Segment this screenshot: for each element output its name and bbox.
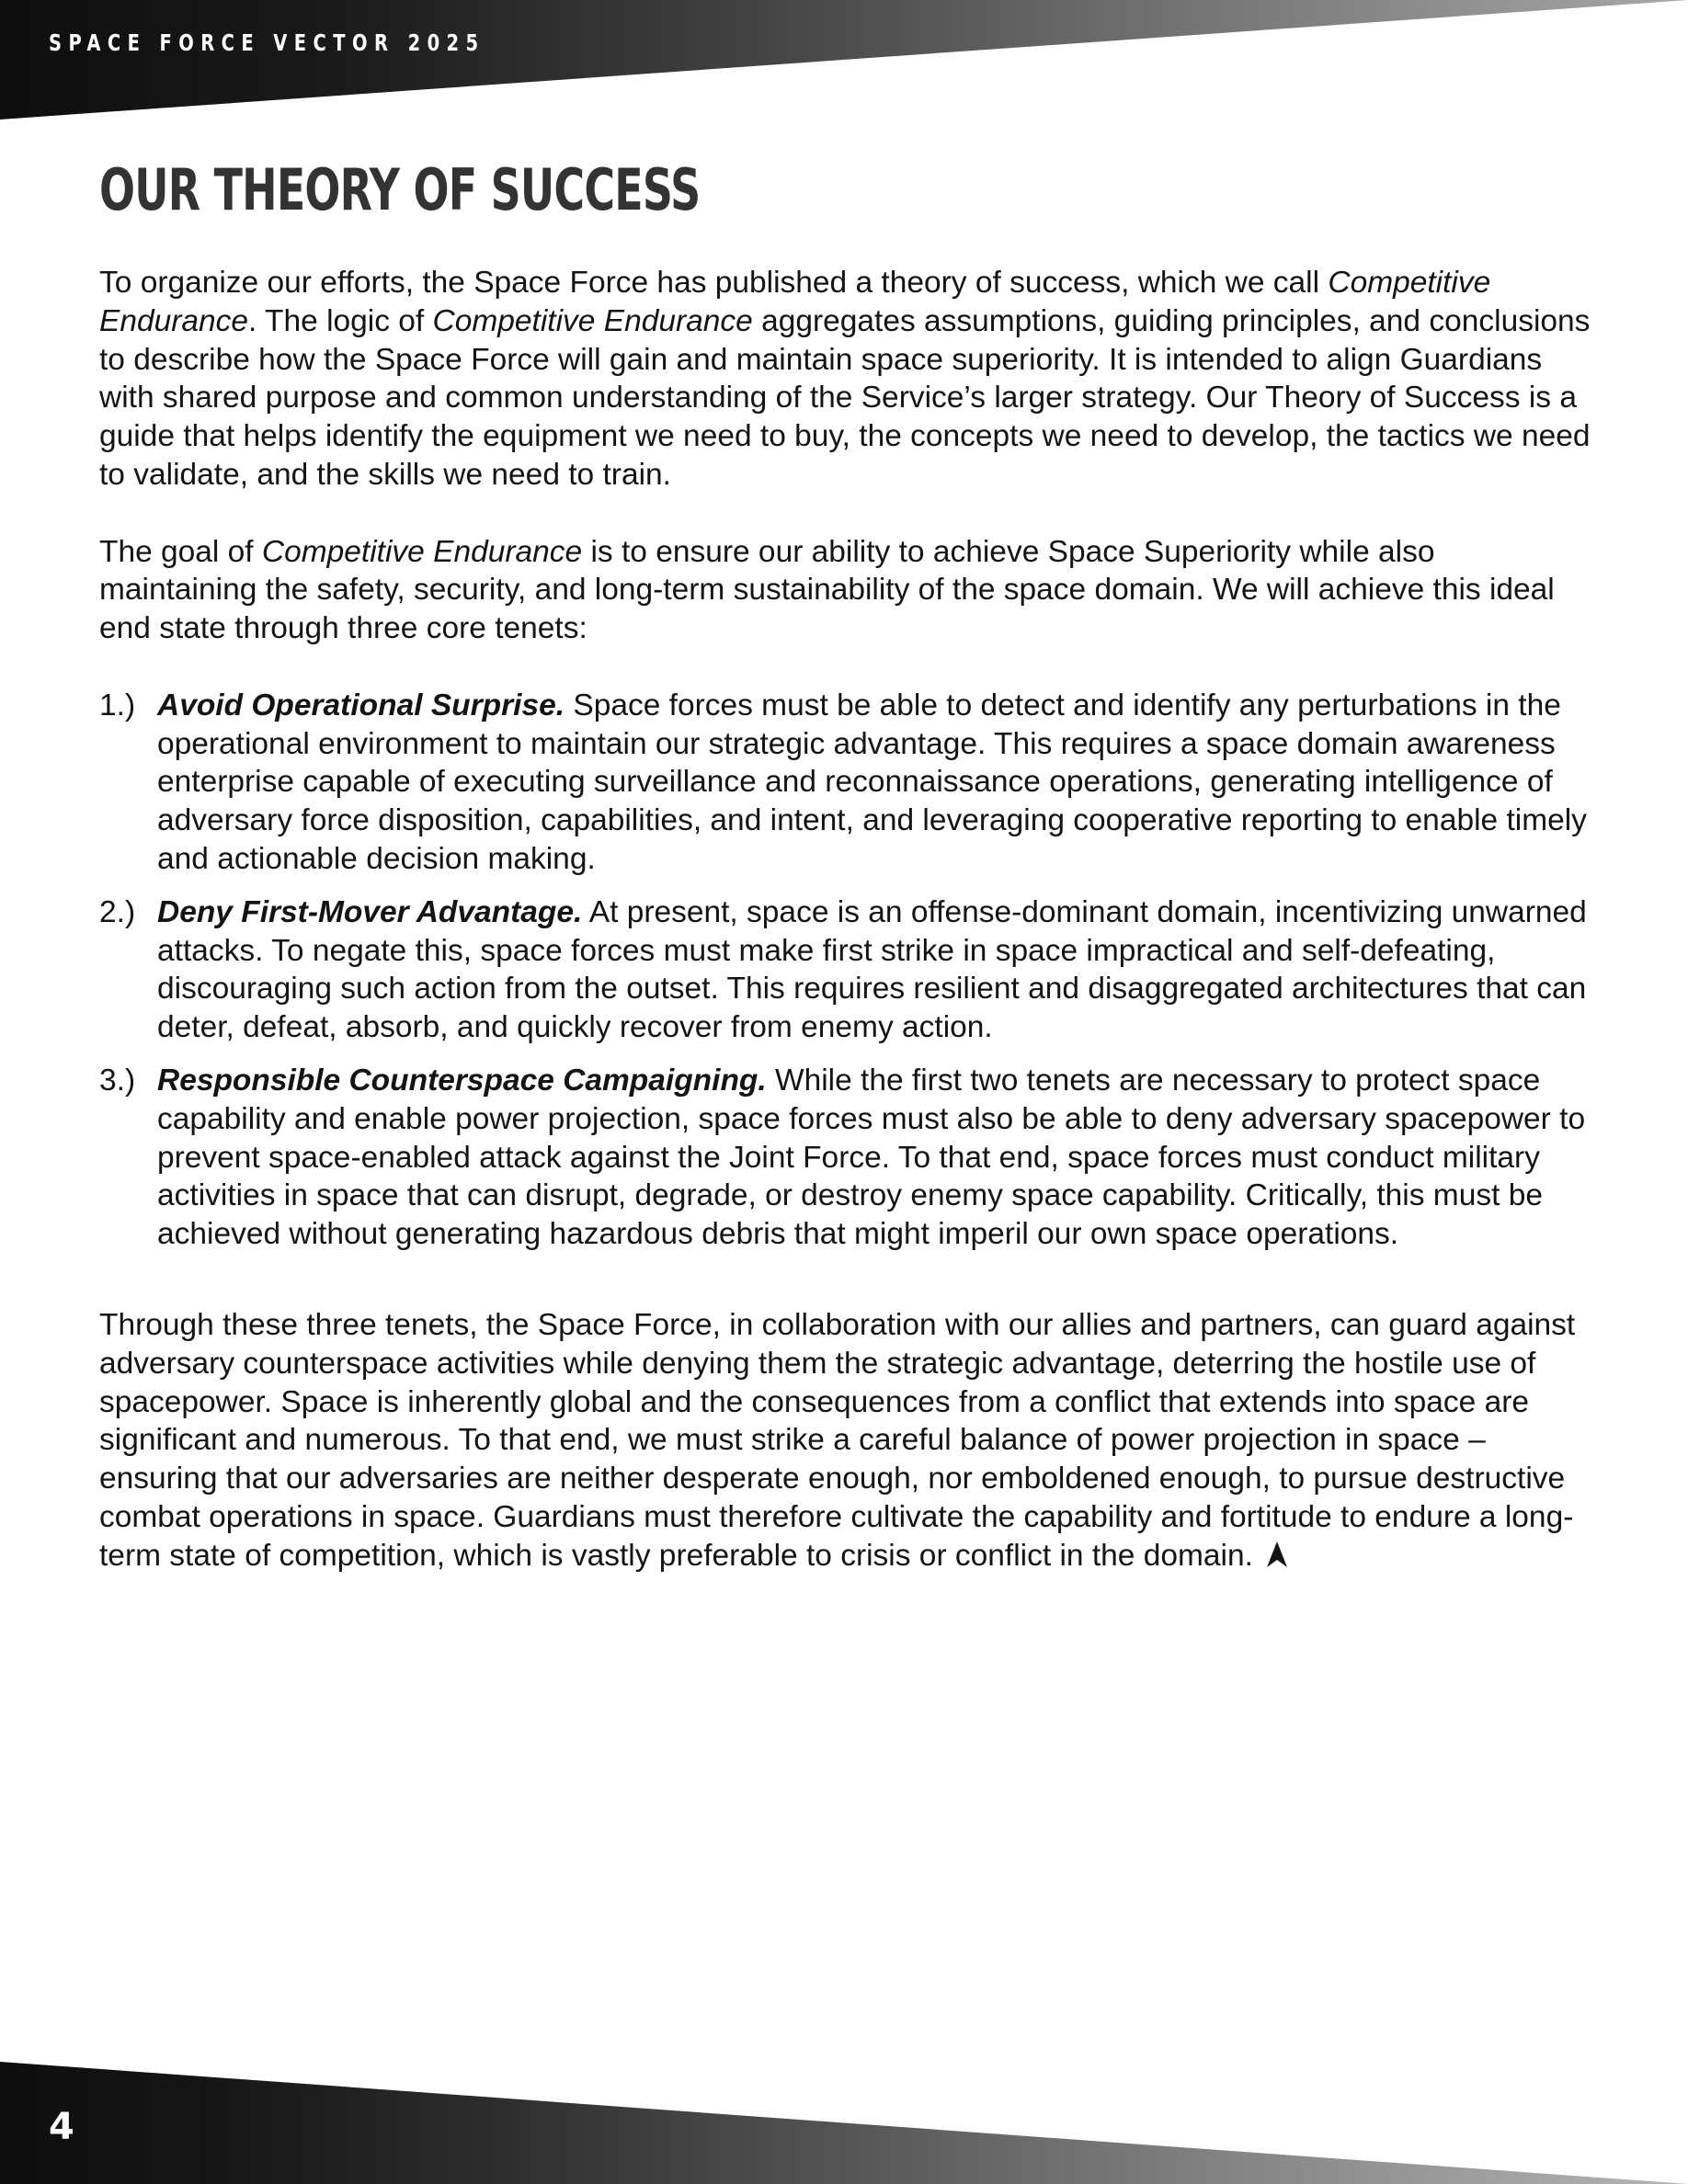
tenet-number: 2.) [99,894,136,929]
text-run: is to ensure our ability to achieve Space Superiority while also maintaining the safety, security, and long-term sustainability of the space domain. We will achieve this ideal end state through three core tenets: [99,534,1555,646]
delta-end-mark-icon [1267,1541,1287,1567]
tenet-number: 3.) [99,1063,136,1098]
header-band [0,0,1688,121]
emphasis-term: Competitive Endurance [432,303,753,338]
text-run: aggregates assumptions, guiding principles, and conclusions to describe how the Space Force will gain and maintain space superiority. It is intended to align Guardians with shared purpose and common understanding of the Service’s larger strategy. Our Theory of Success is a guide that helps identify the equipment we need to buy, the concepts we need to develop, the tactics we need to validate, and the skills we need to train. [99,303,1591,492]
intro-paragraph [99,264,1593,495]
tenet-text: At present, space is an offense-dominant domain, incentivizing unwarned attacks. To negate this, space forces must make first strike in space impractical and self-defeating, discouraging such action from the outset. This requires resilient and disaggregated architectures that can deter, defeat, absorb, and quickly recover from enemy action. [157,894,1587,1045]
article-body [99,264,1593,1575]
tenet-item [99,687,1593,879]
footer-band [0,2059,1688,2184]
tenet-text: While the first two tenets are necessary to protect space capability and enable power projection, space forces must also be able to deny adversary spacepower to prevent space-enabled attack against the Joint Force. To that end, space forces must conduct military activities in space that can disrupt, degrade, or destroy enemy space capability. Critically, this must be achieved without generating hazardous debris that might imperil our own space operations. [157,1063,1586,1252]
page-title: OUR THEORY OF SUCCESS [99,156,701,223]
text-run: . The logic of [248,303,433,338]
emphasis-term: Competitive Endurance [99,266,1491,338]
page-number: 4 [49,2106,74,2148]
tenet-item [99,1062,1593,1254]
text-run: To organize our efforts, the Space Force has published a theory of success, which we call [99,266,1329,300]
tenet-title: Responsible Counterspace Campaigning. [157,1063,767,1098]
emphasis-term: Competitive Endurance [261,534,583,569]
tenet-title: Deny First-Mover Advantage. [157,894,583,929]
tenet-number: 1.) [99,688,136,722]
goal-paragraph [99,533,1593,648]
tenet-item [99,893,1593,1047]
text-run: Through these three tenets, the Space Force, in collaboration with our allies and partners, can guard against adversary counterspace activities while denying them the strategic advantage, deterring the hostile use of spacepower. Space is inherently global and the consequences from a conflict that extends into space are significant and numerous. To that end, we must strike a careful balance of power projection in space – ensuring that our adversaries are neither desperate enough, nor emboldened enough, to pursue destructive combat operations in space. Guardians must therefore cultivate the capability and fortitude to endure a long-term state of competition, which is vastly preferable to crisis or conflict in the domain. [99,1307,1576,1573]
tenet-title: Avoid Operational Surprise. [157,688,565,722]
tenets-list [99,687,1593,1254]
running-title: SPACE FORCE VECTOR 2025 [49,29,485,56]
text-run: The goal of [99,534,262,569]
tenet-text: Space forces must be able to detect and identify any perturbations in the operational environment to maintain our strategic advantage. This requires a space domain awareness enterprise capable of executing surveillance and reconnaissance operations, generating intelligence of adversary force disposition, capabilities, and intent, and leveraging cooperative reporting to enable timely and actionable decision making. [157,688,1587,876]
conclusion-paragraph [99,1306,1593,1575]
